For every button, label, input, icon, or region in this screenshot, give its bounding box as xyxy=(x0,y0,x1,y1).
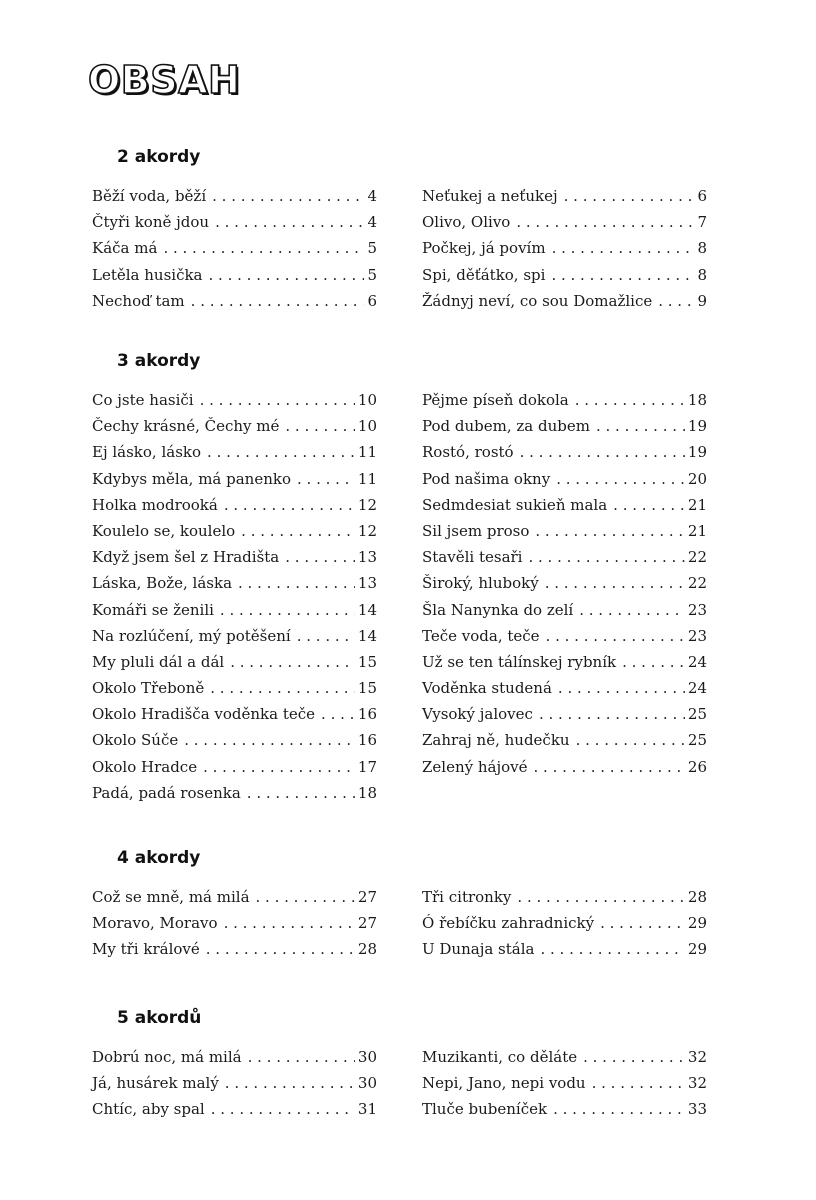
toc-entry xyxy=(92,496,377,522)
dot-leader xyxy=(215,213,364,231)
toc-entry xyxy=(92,522,377,548)
toc-entry xyxy=(422,213,707,239)
toc-entry xyxy=(92,391,377,417)
song-title: Už se ten tálínskej rybník xyxy=(422,652,617,671)
page-number: 27 xyxy=(357,888,377,906)
toc-entry xyxy=(92,627,377,653)
dot-leader xyxy=(579,601,685,619)
toc-entry xyxy=(92,574,377,600)
toc-entry xyxy=(92,758,377,784)
dot-leader xyxy=(576,731,685,749)
toc-entry xyxy=(92,705,377,731)
dot-leader xyxy=(248,1048,355,1066)
dot-leader xyxy=(516,213,694,231)
dot-leader xyxy=(556,470,685,488)
page-number: 8 xyxy=(697,265,707,284)
dot-leader xyxy=(575,391,685,409)
song-title: Když jsem šel z Hradišta xyxy=(92,548,280,567)
toc-entry xyxy=(92,266,377,292)
dot-leader xyxy=(534,758,685,776)
page-number: 23 xyxy=(687,626,707,645)
song-title: Pod dubem, za dubem xyxy=(422,417,590,436)
page-number: 10 xyxy=(357,417,377,436)
page-number: 7 xyxy=(697,213,707,232)
dot-leader xyxy=(184,731,355,749)
song-title: Sedmdesiat sukieň mala xyxy=(422,495,608,514)
toc-entry xyxy=(92,653,377,679)
section-heading: 5 akordů xyxy=(117,1008,202,1028)
page-number: 22 xyxy=(687,574,707,593)
toc-entry xyxy=(422,1048,707,1074)
page-number: 9 xyxy=(697,291,707,310)
song-title: Neťukej a neťukej xyxy=(422,187,558,205)
song-title: Kdybys měla, má panenko xyxy=(92,469,291,488)
song-title: Stavěli tesaři xyxy=(422,548,523,567)
toc-column-right xyxy=(422,391,707,784)
page-number: 30 xyxy=(357,1074,377,1093)
page-number: 11 xyxy=(357,443,377,462)
song-title: Letěla husička xyxy=(92,265,203,284)
toc-column-left xyxy=(92,888,377,967)
dot-leader xyxy=(592,1074,685,1092)
toc-entry xyxy=(422,187,707,213)
song-title: Olivo, Olivo xyxy=(422,213,511,232)
song-title: Nechoď tam xyxy=(92,291,185,310)
toc-entry xyxy=(92,213,377,239)
dot-leader xyxy=(297,627,355,645)
page-number: 29 xyxy=(687,940,707,959)
page-number: 33 xyxy=(687,1100,707,1119)
dot-leader xyxy=(224,496,355,514)
page-number: 15 xyxy=(357,652,377,671)
page-number: 12 xyxy=(357,521,377,540)
song-title: Což se mně, má milá xyxy=(92,888,250,906)
song-title: Tluče bubeníček xyxy=(422,1100,548,1119)
page-number: 28 xyxy=(357,940,377,959)
song-title: Koulelo se, koulelo xyxy=(92,521,236,540)
toc-entry xyxy=(422,391,707,417)
toc-column-left xyxy=(92,187,377,318)
dot-leader xyxy=(206,940,355,958)
dot-leader xyxy=(211,1100,355,1118)
page-number: 19 xyxy=(687,443,707,462)
song-title: Voděnka studená xyxy=(422,679,552,698)
dot-leader xyxy=(564,187,695,205)
toc-entry xyxy=(422,292,707,318)
song-title: Komáři se ženili xyxy=(92,600,214,619)
dot-leader xyxy=(558,679,685,697)
page-number: 16 xyxy=(357,705,377,724)
song-title: Dobrú noc, má milá xyxy=(92,1048,242,1066)
song-title: U Dunaja stála xyxy=(422,940,535,959)
page-number: 21 xyxy=(687,521,707,540)
toc-entry xyxy=(422,239,707,265)
dot-leader xyxy=(321,705,355,723)
song-title: Muzikanti, co děláte xyxy=(422,1048,578,1066)
toc-entry xyxy=(422,940,707,966)
toc-entry xyxy=(422,443,707,469)
page-number: 5 xyxy=(367,265,377,284)
toc-entry xyxy=(422,574,707,600)
song-title: Teče voda, teče xyxy=(422,626,540,645)
dot-leader xyxy=(224,914,355,932)
section-heading: 3 akordy xyxy=(117,351,201,371)
dot-leader xyxy=(520,443,685,461)
dot-leader xyxy=(225,1074,355,1092)
song-title: Šla Nanynka do zelí xyxy=(422,600,574,619)
page-number: 31 xyxy=(357,1100,377,1119)
toc-column-right xyxy=(422,187,707,318)
toc-entry xyxy=(92,1074,377,1100)
page-number: 4 xyxy=(367,213,377,232)
song-title: Spi, děťátko, spi xyxy=(422,265,546,284)
dot-leader xyxy=(209,266,365,284)
page-number: 5 xyxy=(367,239,377,258)
toc-entry xyxy=(422,266,707,292)
page-number: 13 xyxy=(357,574,377,593)
dot-leader xyxy=(191,292,365,310)
toc-entry xyxy=(92,292,377,318)
dot-leader xyxy=(600,914,685,932)
song-title: Pod našima okny xyxy=(422,469,551,488)
page-number: 10 xyxy=(357,391,377,409)
page-number: 27 xyxy=(357,914,377,933)
page-number: 19 xyxy=(687,417,707,436)
dot-leader xyxy=(535,522,685,540)
toc-entry xyxy=(422,888,707,914)
section-heading: 2 akordy xyxy=(117,147,201,167)
dot-leader xyxy=(210,679,355,697)
toc-entry xyxy=(422,679,707,705)
toc-column-left xyxy=(92,391,377,810)
dot-leader xyxy=(200,391,355,409)
toc-entry xyxy=(422,548,707,574)
toc-entry xyxy=(92,601,377,627)
song-title: Okolo Hradišča voděnka teče xyxy=(92,705,316,724)
dot-leader xyxy=(583,1048,685,1066)
page-number: 29 xyxy=(687,914,707,933)
toc-entry xyxy=(422,731,707,757)
dot-leader xyxy=(203,758,355,776)
section-heading: 4 akordy xyxy=(117,848,201,868)
song-title: Žádnyj neví, co sou Domažlice xyxy=(422,291,653,310)
page-number: 32 xyxy=(687,1074,707,1093)
toc-entry xyxy=(92,417,377,443)
toc-entry xyxy=(422,758,707,784)
song-title: Okolo Súče xyxy=(92,731,179,750)
toc-entry xyxy=(92,1100,377,1126)
page-number: 26 xyxy=(687,757,707,776)
song-title: Holka modrooká xyxy=(92,495,218,514)
song-title: Počkej, já povím xyxy=(422,239,546,258)
toc-entry xyxy=(422,417,707,443)
song-title: My pluli dál a dál xyxy=(92,652,225,671)
page-number: 13 xyxy=(357,548,377,567)
toc-entry xyxy=(422,1100,707,1126)
page-number: 24 xyxy=(687,679,707,698)
toc-entry xyxy=(422,627,707,653)
toc-entry xyxy=(92,548,377,574)
toc-entry xyxy=(92,679,377,705)
page-number: 20 xyxy=(687,469,707,488)
page-number: 22 xyxy=(687,548,707,567)
page-number: 14 xyxy=(357,626,377,645)
dot-leader xyxy=(285,417,355,435)
song-title: Moravo, Moravo xyxy=(92,914,218,933)
page-number: 6 xyxy=(697,187,707,205)
dot-leader xyxy=(552,239,695,257)
toc-entry xyxy=(92,888,377,914)
page-number: 17 xyxy=(357,757,377,776)
dot-leader xyxy=(596,417,685,435)
song-title: Nepi, Jano, nepi vodu xyxy=(422,1074,586,1093)
dot-leader xyxy=(528,548,684,566)
page-number: 30 xyxy=(357,1048,377,1066)
song-title: Káča má xyxy=(92,239,158,258)
song-title: Pějme píseň dokola xyxy=(422,391,569,409)
song-title: Láska, Bože, láska xyxy=(92,574,233,593)
page-number: 28 xyxy=(687,888,707,906)
song-title: Ej lásko, lásko xyxy=(92,443,202,462)
dot-leader xyxy=(163,239,364,257)
toc-entry xyxy=(92,187,377,213)
page-number: 25 xyxy=(687,731,707,750)
page-number: 21 xyxy=(687,495,707,514)
toc-entry xyxy=(92,731,377,757)
toc-entry xyxy=(92,239,377,265)
dot-leader xyxy=(545,574,685,592)
toc-entry xyxy=(92,1048,377,1074)
song-title: Sil jsem proso xyxy=(422,521,530,540)
song-title: Já, husárek malý xyxy=(92,1074,219,1093)
toc-entry xyxy=(422,470,707,496)
page-number: 23 xyxy=(687,600,707,619)
dot-leader xyxy=(212,187,364,205)
dot-leader xyxy=(207,443,355,461)
toc-entry xyxy=(422,522,707,548)
toc-entry xyxy=(422,914,707,940)
toc-entry xyxy=(92,940,377,966)
dot-leader xyxy=(540,940,684,958)
page-number: 4 xyxy=(367,187,377,205)
dot-leader xyxy=(247,784,355,802)
toc-entry xyxy=(422,705,707,731)
page-number: 11 xyxy=(357,469,377,488)
toc-entry xyxy=(92,443,377,469)
dot-leader xyxy=(256,888,355,906)
song-title: Vysoký jalovec xyxy=(422,705,533,724)
song-title: Čtyři koně jdou xyxy=(92,213,210,232)
page-number: 16 xyxy=(357,731,377,750)
song-title: Čechy krásné, Čechy mé xyxy=(92,417,280,436)
toc-column-right xyxy=(422,888,707,967)
dot-leader xyxy=(238,574,355,592)
song-title: Na rozlúčení, mý potěšení xyxy=(92,626,291,645)
song-title: Rostó, rostó xyxy=(422,443,514,462)
dot-leader xyxy=(220,601,355,619)
dot-leader xyxy=(658,292,694,310)
dot-leader xyxy=(622,653,685,671)
toc-entry xyxy=(92,784,377,810)
page-number: 14 xyxy=(357,600,377,619)
dot-leader xyxy=(539,705,685,723)
toc-column-right xyxy=(422,1048,707,1127)
dot-leader xyxy=(517,888,685,906)
toc-column-left xyxy=(92,1048,377,1127)
song-title: Co jste hasiči xyxy=(92,391,194,409)
page-number: 32 xyxy=(687,1048,707,1066)
song-title: Zahraj ně, hudečku xyxy=(422,731,570,750)
dot-leader xyxy=(553,1100,685,1118)
dot-leader xyxy=(546,627,685,645)
song-title: Okolo Hradce xyxy=(92,757,198,776)
toc-entry xyxy=(92,914,377,940)
song-title: Padá, padá rosenka xyxy=(92,783,241,802)
page-number: 12 xyxy=(357,495,377,514)
dot-leader xyxy=(285,548,355,566)
song-title: Ó řebíčku zahradnický xyxy=(422,914,595,933)
dot-leader xyxy=(297,470,355,488)
song-title: Chtíc, aby spal xyxy=(92,1100,205,1119)
dot-leader xyxy=(551,266,694,284)
toc-entry xyxy=(422,1074,707,1100)
page-number: 8 xyxy=(697,239,707,258)
song-title: Okolo Třeboně xyxy=(92,679,205,698)
toc-entry xyxy=(422,601,707,627)
song-title: Běží voda, běží xyxy=(92,187,207,205)
page-title: OBSAH xyxy=(88,58,241,102)
song-title: Tři citronky xyxy=(422,888,512,906)
page-number: 6 xyxy=(367,291,377,310)
song-title: Široký, hluboký xyxy=(422,574,539,593)
page-number: 15 xyxy=(357,679,377,698)
song-title: My tři králové xyxy=(92,940,200,959)
page-number: 24 xyxy=(687,652,707,671)
dot-leader xyxy=(230,653,355,671)
toc-entry xyxy=(422,496,707,522)
toc-entry xyxy=(92,470,377,496)
dot-leader xyxy=(241,522,355,540)
page-number: 18 xyxy=(357,783,377,802)
page-number: 18 xyxy=(687,391,707,409)
toc-entry xyxy=(422,653,707,679)
page-number: 25 xyxy=(687,705,707,724)
song-title: Zelený hájové xyxy=(422,757,528,776)
dot-leader xyxy=(613,496,685,514)
